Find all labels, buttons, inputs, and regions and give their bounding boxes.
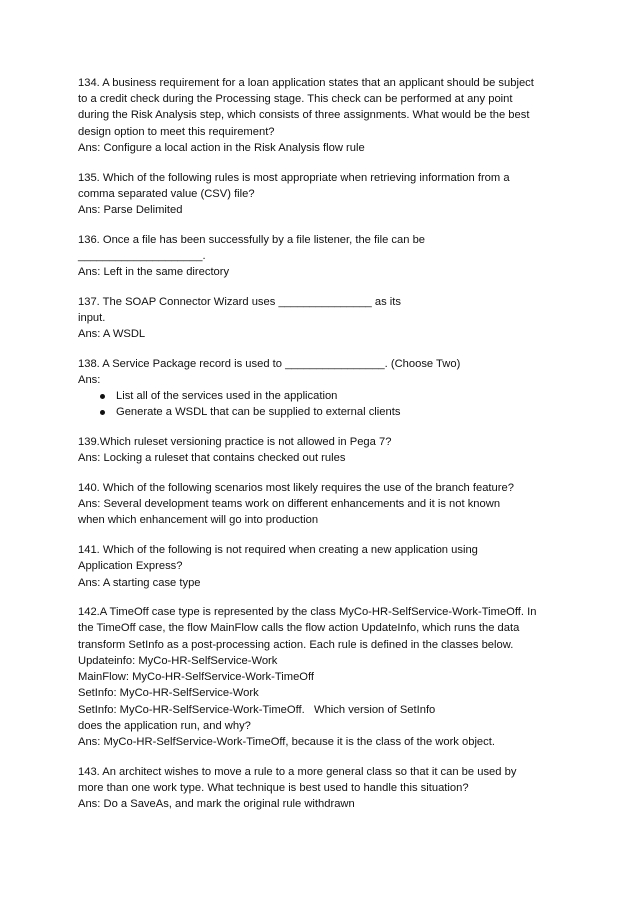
text-line: 140. Which of the following scenarios most likely requires the use of the branch feature?	[78, 482, 514, 495]
answer-line: Ans: Several development teams work on different enhancements and it is not known	[78, 498, 501, 511]
list-item	[78, 388, 568, 404]
list-item-text: List all of the services used in the application	[116, 390, 338, 403]
text-line: 137. The SOAP Connector Wizard uses _______________ as its	[78, 295, 401, 308]
text-line: Updateinfo: MyCo-HR-SelfService-Work	[78, 654, 278, 667]
text-line: ____________________.	[78, 249, 206, 262]
text-line: does the application run, and why?	[78, 719, 251, 732]
question-137	[78, 294, 568, 343]
answer-line: Ans: A starting case type	[78, 576, 201, 589]
question-134	[78, 75, 568, 156]
text-line: 136. Once a file has been successfully by a file listener, the file can be	[78, 233, 426, 246]
text-line: 143. An architect wishes to move a rule to a more general class so that it can be used by	[78, 765, 517, 778]
text-line: 142.A TimeOff case type is represented by the class MyCo-HR-SelfService-Work-TimeOff. In	[78, 606, 537, 619]
list-item-text: Generate a WSDL that can be supplied to external clients	[116, 406, 401, 419]
question-143	[78, 764, 568, 813]
text-line: more than one work type. What technique is best used to handle this situation?	[78, 781, 469, 794]
text-line: to a credit check during the Processing stage. This check can be performed at any point	[78, 93, 513, 106]
question-138	[78, 356, 568, 421]
answer-line: Ans: Parse Delimited	[78, 203, 183, 216]
question-136	[78, 232, 568, 281]
text-line: 135. Which of the following rules is most appropriate when retrieving information from a	[78, 171, 510, 184]
text-line: 141. Which of the following is not required when creating a new application using	[78, 544, 478, 557]
answer-line: Ans: Locking a ruleset that contains checked out rules	[78, 452, 346, 465]
question-135	[78, 170, 568, 219]
text-line: the TimeOff case, the flow MainFlow calls the flow action UpdateInfo, which runs the data	[78, 622, 520, 635]
answer-line: Ans: Do a SaveAs, and mark the original rule withdrawn	[78, 798, 355, 811]
question-141	[78, 542, 568, 591]
text-line: transform SetInfo as a post-processing action. Each rule is defined in the classes below.	[78, 638, 514, 651]
answer-line: Ans:	[78, 374, 101, 387]
answer-bullet-list	[78, 388, 568, 420]
text-line: 139.Which ruleset versioning practice is not allowed in Pega 7?	[78, 436, 392, 449]
text-line: Application Express?	[78, 560, 183, 573]
question-140	[78, 480, 568, 529]
text-line: 138. A Service Package record is used to ________________. (Choose Two)	[78, 357, 461, 370]
answer-line: when which enhancement will go into production	[78, 514, 319, 527]
text-line: input.	[78, 311, 106, 324]
answer-line: Ans: Left in the same directory	[78, 266, 230, 279]
bullet-icon	[100, 394, 105, 399]
text-line: MainFlow: MyCo-HR-SelfService-Work-TimeOff	[78, 671, 315, 684]
text-line: 134. A business requirement for a loan application states that an applicant should be subject	[78, 77, 534, 89]
text-line: SetInfo: MyCo-HR-SelfService-Work-TimeOff. Which version of SetInfo	[78, 703, 436, 716]
list-item	[78, 404, 568, 420]
bullet-icon	[100, 410, 105, 415]
question-142	[78, 604, 568, 750]
answer-line: Ans: MyCo-HR-SelfService-Work-TimeOff, because it is the class of the work object.	[78, 735, 495, 748]
answer-line: Ans: A WSDL	[78, 328, 146, 341]
text-line: design option to meet this requirement?	[78, 125, 275, 138]
question-139	[78, 434, 568, 466]
text-line: comma separated value (CSV) file?	[78, 187, 255, 200]
text-line: during the Risk Analysis step, which consists of three assignments. What would be the best	[78, 109, 530, 122]
answer-line: Ans: Configure a local action in the Risk Analysis flow rule	[78, 141, 365, 154]
text-line: SetInfo: MyCo-HR-SelfService-Work	[78, 687, 259, 700]
